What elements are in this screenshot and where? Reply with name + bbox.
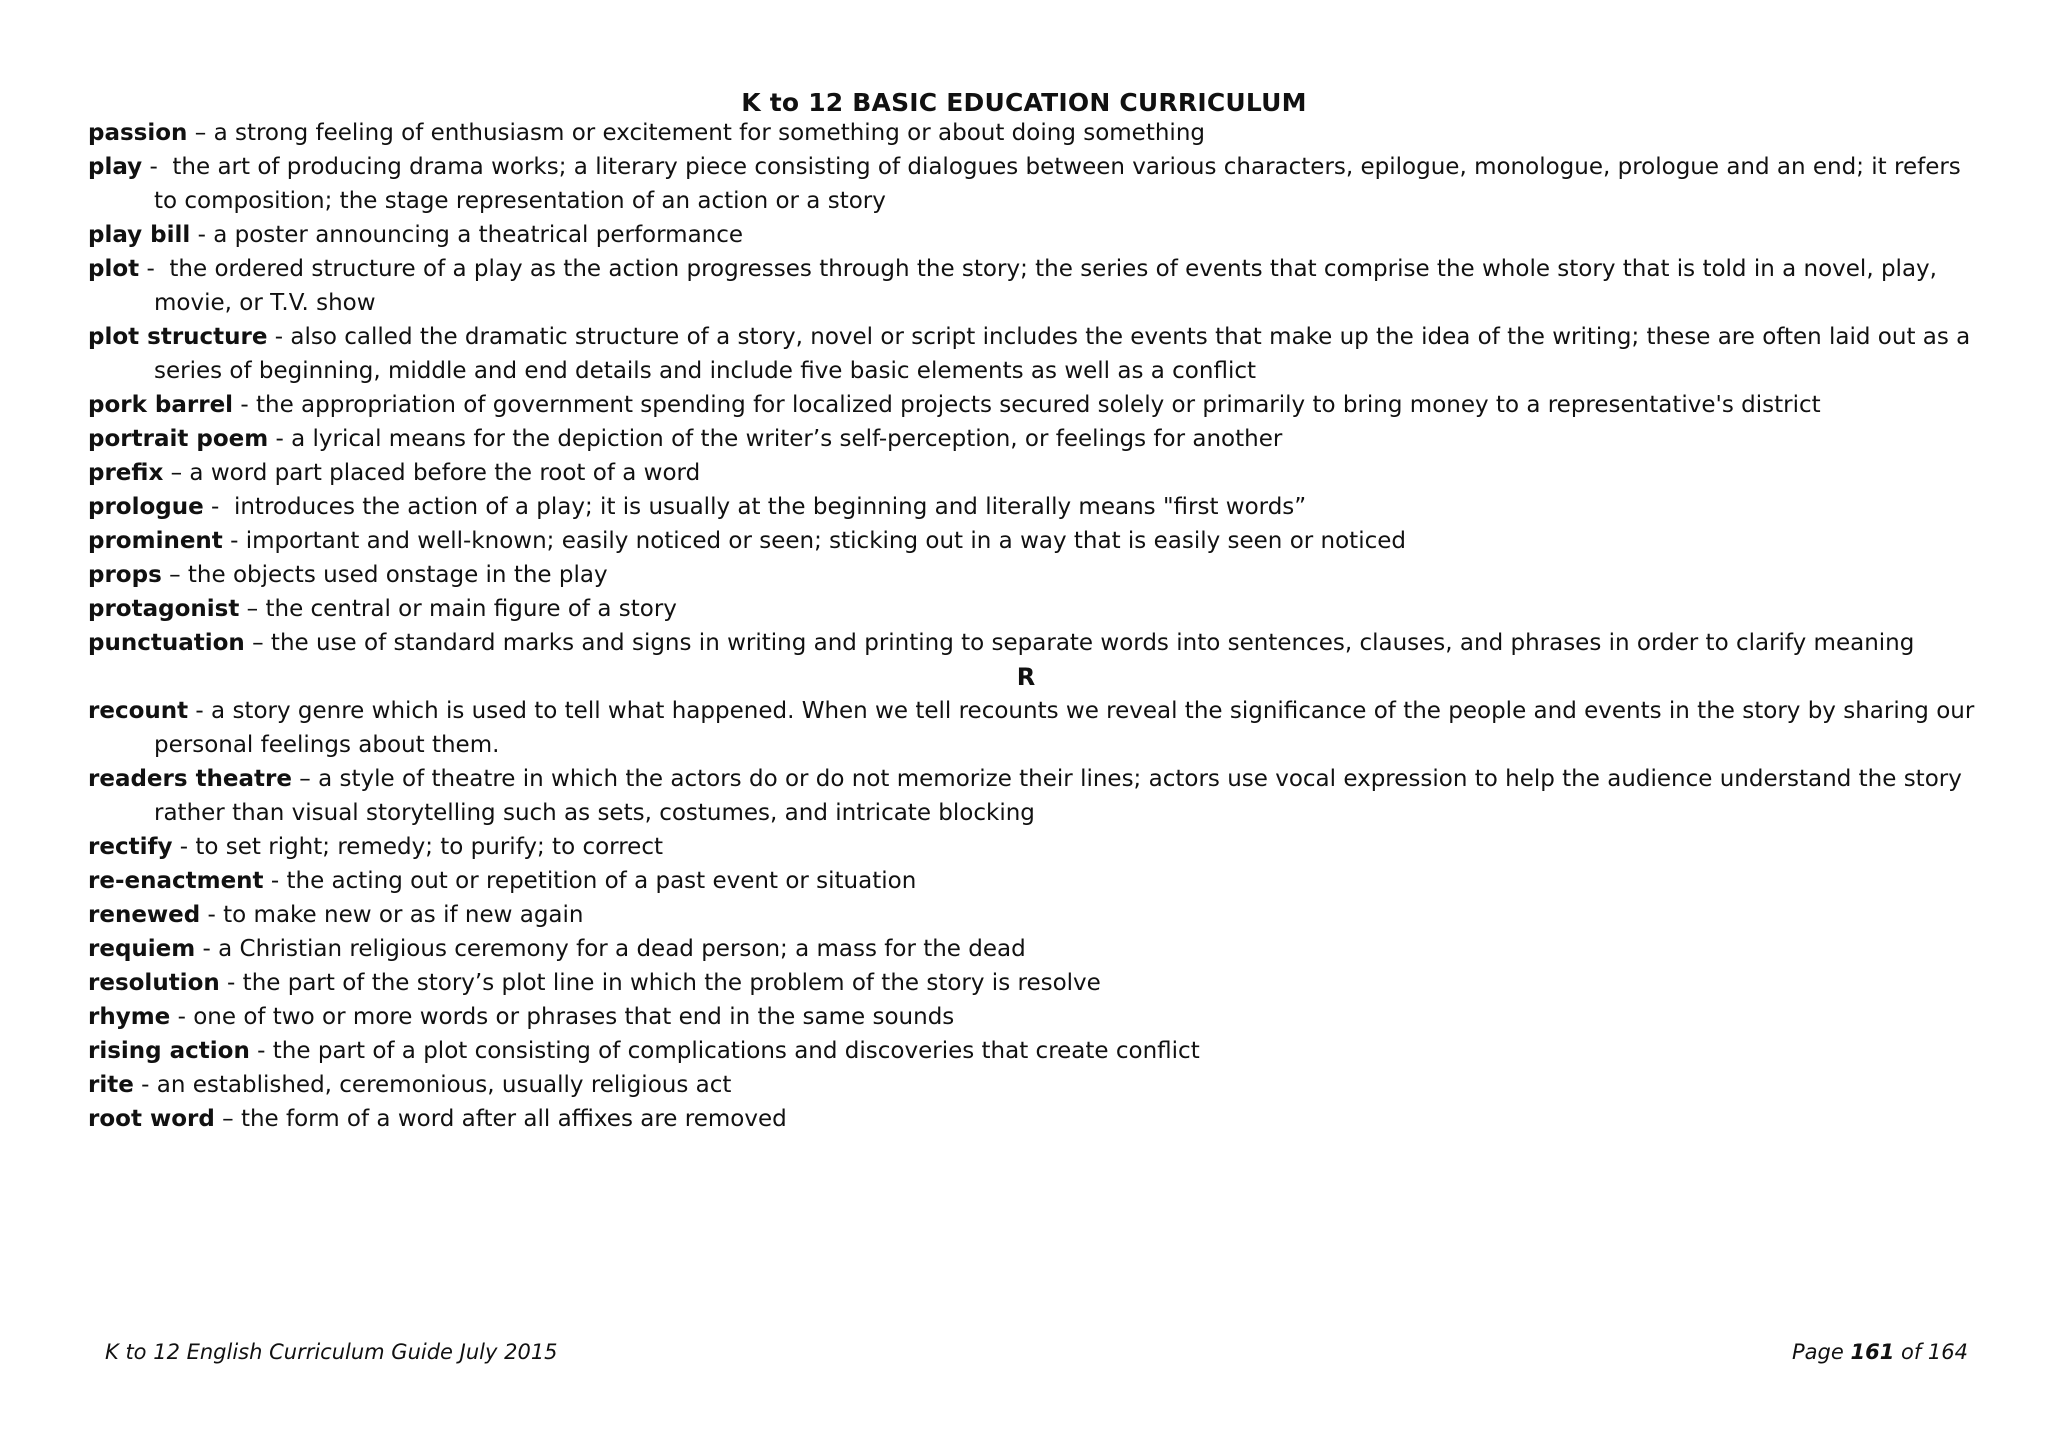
- glossary-term: readers theatre: [88, 766, 292, 792]
- glossary-term: re-enactment: [88, 868, 264, 894]
- glossary-term: protagonist: [88, 596, 240, 622]
- glossary-definition: an established, ceremonious, usually religious act: [156, 1072, 732, 1098]
- term-separator: -: [267, 324, 291, 350]
- glossary-definition: the form of a word after all affixes are removed: [240, 1106, 787, 1132]
- term-separator: –: [292, 766, 319, 792]
- term-separator: -: [170, 1004, 194, 1030]
- term-separator: -: [222, 528, 246, 554]
- glossary-definition: a style of theatre in which the actors do or do not memorize their lines; actors use vocal expression to help the audience understand the story rather than visual storytelling such as sets, costumes, and intricate blocking: [154, 766, 1962, 826]
- glossary-definition: one of two or more words or phrases that end in the same sounds: [193, 1004, 955, 1030]
- term-separator: -: [190, 222, 214, 248]
- glossary-definition: a word part placed before the root of a word: [189, 460, 701, 486]
- glossary-entry: [88, 898, 1988, 932]
- term-separator: –: [163, 460, 190, 486]
- glossary-term: prominent: [88, 528, 223, 554]
- section-letter: R: [1016, 663, 1036, 691]
- glossary-term: prefix: [88, 460, 164, 486]
- glossary-section-r: [88, 694, 1988, 1136]
- term-separator: –: [214, 1106, 241, 1132]
- glossary-term: punctuation: [88, 630, 245, 656]
- glossary-term: plot: [88, 256, 140, 282]
- glossary-entry: [88, 592, 1988, 626]
- glossary-definition: the acting out or repetition of a past event or situation: [286, 868, 917, 894]
- term-separator: -: [139, 256, 170, 282]
- term-separator: –: [187, 120, 214, 146]
- glossary-term: prologue: [88, 494, 204, 520]
- glossary-entry: [88, 762, 1988, 830]
- glossary-term: root word: [88, 1106, 215, 1132]
- glossary-term: portrait poem: [88, 426, 269, 452]
- glossary-term: resolution: [88, 970, 220, 996]
- page-title: K to 12 BASIC EDUCATION CURRICULUM: [741, 88, 1307, 117]
- term-separator: -: [195, 936, 219, 962]
- glossary-term: pork barrel: [88, 392, 234, 418]
- glossary-entry: [88, 1000, 1988, 1034]
- glossary-definition: the central or main figure of a story: [265, 596, 677, 622]
- glossary-entry: [88, 524, 1988, 558]
- glossary-entry: [88, 1068, 1988, 1102]
- glossary-entry: [88, 320, 1988, 388]
- glossary-definition: also called the dramatic structure of a story, novel or script includes the events that make up the idea of the writing; these are often laid out as a series of beginning, middle and end details and include five basic elements as well as a conflict: [154, 324, 1971, 384]
- term-separator: -: [200, 902, 224, 928]
- glossary-term: recount: [88, 698, 189, 724]
- glossary-definition: the use of standard marks and signs in writing and printing to separate words into sentences, clauses, and phrases in order to clarify meaning: [270, 630, 1915, 656]
- glossary-term: props: [88, 562, 162, 588]
- glossary-definition: a Christian religious ceremony for a dead person; a mass for the dead: [218, 936, 1026, 962]
- glossary-entry: [88, 1034, 1988, 1068]
- glossary-entry: [88, 830, 1988, 864]
- term-separator: -: [133, 1072, 157, 1098]
- glossary-entry: [88, 422, 1988, 456]
- glossary-definition: a strong feeling of enthusiasm or excitement for something or about doing something: [213, 120, 1205, 146]
- glossary-term: rite: [88, 1072, 134, 1098]
- glossary-term: rectify: [88, 834, 173, 860]
- glossary-term: passion: [88, 120, 188, 146]
- glossary-definition: introduces the action of a play; it is usually at the beginning and literally means "first words”: [233, 494, 1307, 520]
- glossary-term: plot structure: [88, 324, 268, 350]
- glossary-definition: the objects used onstage in the play: [187, 562, 608, 588]
- glossary: [88, 116, 1988, 1136]
- term-separator: -: [233, 392, 256, 418]
- glossary-definition: to make new or as if new again: [223, 902, 584, 928]
- glossary-entry: [88, 218, 1988, 252]
- glossary-entry: [88, 252, 1988, 320]
- term-separator: -: [263, 868, 287, 894]
- footer-doc-title: K to 12 English Curriculum Guide July 2015: [105, 1340, 558, 1364]
- glossary-entry: [88, 490, 1988, 524]
- glossary-definition: a lyrical means for the depiction of the writer’s self-perception, or feelings for another: [291, 426, 1283, 452]
- glossary-entry: [88, 388, 1988, 422]
- glossary-term: play: [88, 154, 143, 180]
- glossary-definition: the art of producing drama works; a literary piece consisting of dialogues between various characters, epilogue, monologue, prologue and an end; it refers to composition; the stage representation of an action or a story: [154, 154, 1961, 214]
- term-separator: -: [219, 970, 243, 996]
- term-separator: –: [161, 562, 188, 588]
- glossary-definition: the part of a plot consisting of complications and discoveries that create conflict: [272, 1038, 1200, 1064]
- glossary-definition: the ordered structure of a play as the action progresses through the story; the series of events that comprise the whole story that is told in a novel, play, movie, or T.V. show: [154, 256, 1937, 316]
- glossary-entry: [88, 932, 1988, 966]
- glossary-definition: the appropriation of government spending for localized projects secured solely or primarily to bring money to a representative's district: [256, 392, 1821, 418]
- term-separator: -: [188, 698, 212, 724]
- glossary-term: rising action: [88, 1038, 250, 1064]
- glossary-definition: important and well-known; easily noticed or seen; sticking out in a way that is easily seen or noticed: [245, 528, 1406, 554]
- glossary-term: rhyme: [88, 1004, 171, 1030]
- footer-page-number: [1792, 1338, 1968, 1366]
- glossary-term: play bill: [88, 222, 191, 248]
- glossary-section-p: [88, 116, 1988, 660]
- page-current: 161: [1850, 1340, 1895, 1364]
- glossary-definition: to set right; remedy; to purify; to correct: [195, 834, 663, 860]
- glossary-entry: [88, 116, 1988, 150]
- glossary-definition: the part of the story’s plot line in which the problem of the story is resolve: [242, 970, 1101, 996]
- glossary-entry: [88, 150, 1988, 218]
- term-separator: -: [172, 834, 196, 860]
- glossary-entry: [88, 966, 1988, 1000]
- glossary-entry: [88, 626, 1988, 660]
- glossary-definition: a story genre which is used to tell what happened. When we tell recounts we reveal the significance of the people and events in the story by sharing our personal feelings about them.: [154, 698, 1975, 758]
- term-separator: –: [239, 596, 266, 622]
- term-separator: -: [249, 1038, 273, 1064]
- term-separator: -: [203, 494, 234, 520]
- term-separator: –: [244, 630, 271, 656]
- glossary-term: renewed: [88, 902, 201, 928]
- glossary-entry: [88, 1102, 1988, 1136]
- page-total: of 164: [1901, 1340, 1968, 1364]
- glossary-term: requiem: [88, 936, 196, 962]
- glossary-entry: [88, 456, 1988, 490]
- glossary-entry: [88, 558, 1988, 592]
- term-separator: -: [142, 154, 173, 180]
- term-separator: -: [268, 426, 292, 452]
- glossary-entry: [88, 694, 1988, 762]
- glossary-entry: [88, 864, 1988, 898]
- glossary-definition: a poster announcing a theatrical performance: [213, 222, 744, 248]
- page-prefix: Page: [1791, 1340, 1844, 1364]
